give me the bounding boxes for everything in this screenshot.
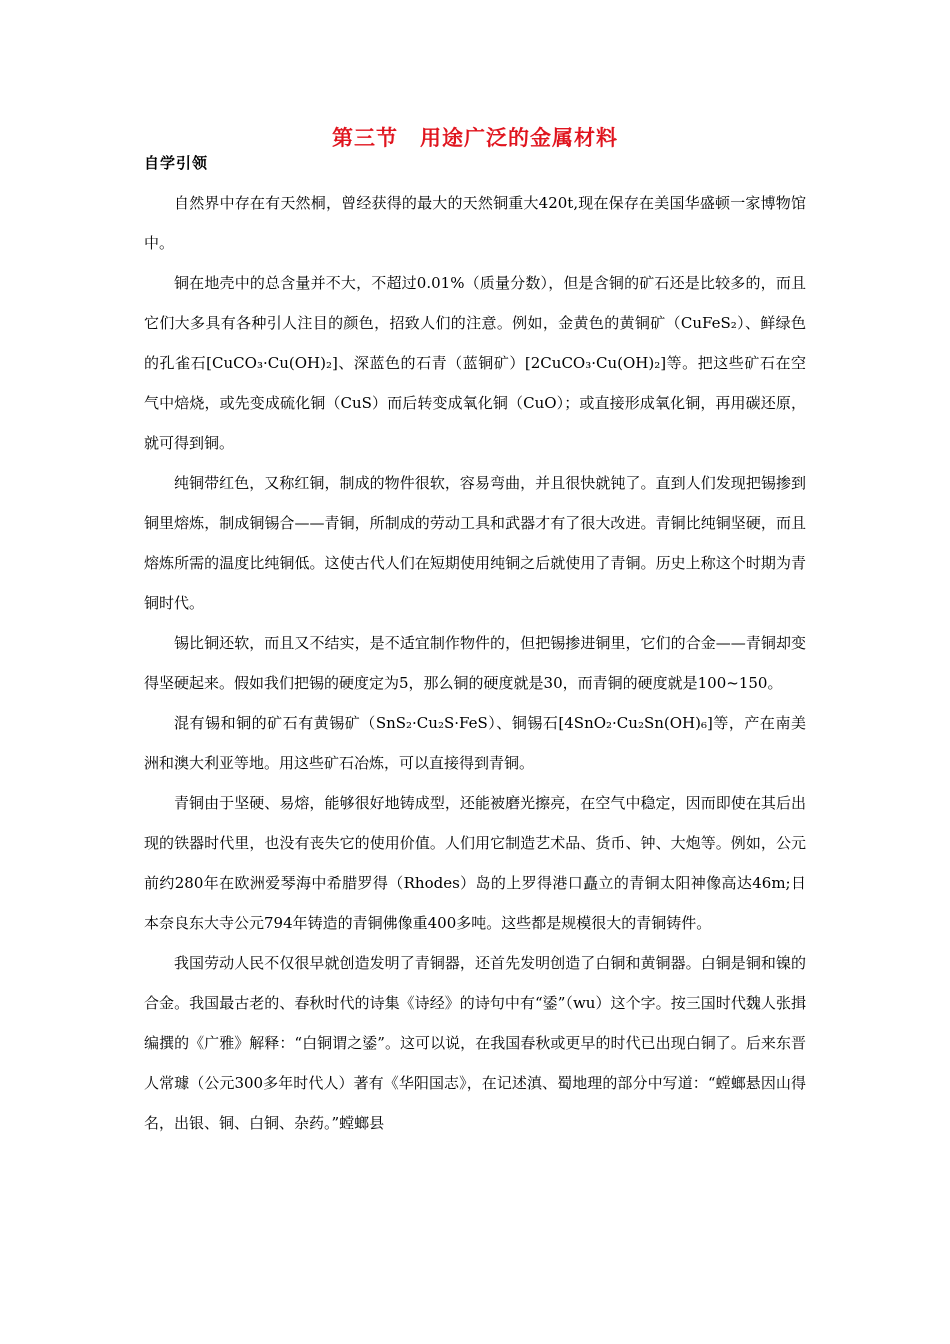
paragraph: 混有锡和铜的矿石有黄锡矿（SnS₂·Cu₂S·FeS）、铜锡石[4SnO₂·Cu₂Sn(OH)₆]等，产在南美洲和澳大利亚等地。用这些矿石冶炼，可以直接得到青铜。 bbox=[144, 714, 806, 772]
paragraph: 我国劳动人民不仅很早就创造发明了青铜器，还首先发明创造了白铜和黄铜器。白铜是铜和镍的合金。我国最古老的、春秋时代的诗集《诗经》的诗句中有“鋈”（wu）这个字。按三国时代魏人张揖编撰的《广雅》解释：“白铜谓之鋈”。这可以说，在我国春秋或更早的时代已出现白铜了。后来东晋人常璩（公元300多年时代人）著有《华阳国志》，在记述滇、蜀地理的部分中写道：“螳螂悬因山得名，出银、铜、白铜、杂药。”螳螂县 bbox=[144, 954, 806, 1132]
section-heading: 自学引领 bbox=[144, 154, 209, 172]
paragraph: 纯铜带红色，又称红铜，制成的物件很软，容易弯曲，并且很快就钝了。直到人们发现把锡掺到铜里熔炼，制成铜锡合——青铜，所制成的劳动工具和武器才有了很大改进。青铜比纯铜坚硬，而且熔炼所需的温度比纯铜低。这使古代人们在短期使用纯铜之后就使用了青铜。历史上称这个时期为青铜时代。 bbox=[144, 474, 806, 612]
paragraph: 青铜由于坚硬、易熔，能够很好地铸成型，还能被磨光擦亮，在空气中稳定，因而即使在其后出现的铁器时代里，也没有丧失它的使用价值。人们用它制造艺术品、货币、钟、大炮等。例如，公元前约280年在欧洲爱琴海中希腊罗得（Rhodes）岛的上罗得港口矗立的青铜太阳神像高达46m;日本奈良东大寺公元794年铸造的青铜佛像重400多吨。这些都是规模很大的青铜铸件。 bbox=[144, 794, 806, 932]
page-title: 第三节 用途广泛的金属材料 bbox=[332, 126, 618, 150]
body-text bbox=[144, 183, 806, 1143]
paragraph: 自然界中存在有天然桐，曾经获得的最大的天然铜重大420t,现在保存在美国华盛顿一家博物馆中。 bbox=[144, 194, 806, 252]
paragraph: 铜在地壳中的总含量并不大，不超过0.01%（质量分数），但是含铜的矿石还是比较多的，而且它们大多具有各种引人注目的颜色，招致人们的注意。例如，金黄色的黄铜矿（CuFeS₂）、鲜绿色的孔雀石[CuCO₃·Cu(OH)₂]、深蓝色的石青（蓝铜矿）[2CuCO₃·Cu(OH)₂]等。把这些矿石在空气中焙烧，或先变成硫化铜（CuS）而后转变成氧化铜（CuO）；或直接形成氧化铜，再用碳还原，就可得到铜。 bbox=[144, 274, 806, 452]
paragraph: 锡比铜还软，而且又不结实，是不适宜制作物件的，但把锡掺进铜里，它们的合金——青铜却变得坚硬起来。假如我们把锡的硬度定为5，那么铜的硬度就是30，而青铜的硬度就是100~150。 bbox=[144, 634, 806, 692]
